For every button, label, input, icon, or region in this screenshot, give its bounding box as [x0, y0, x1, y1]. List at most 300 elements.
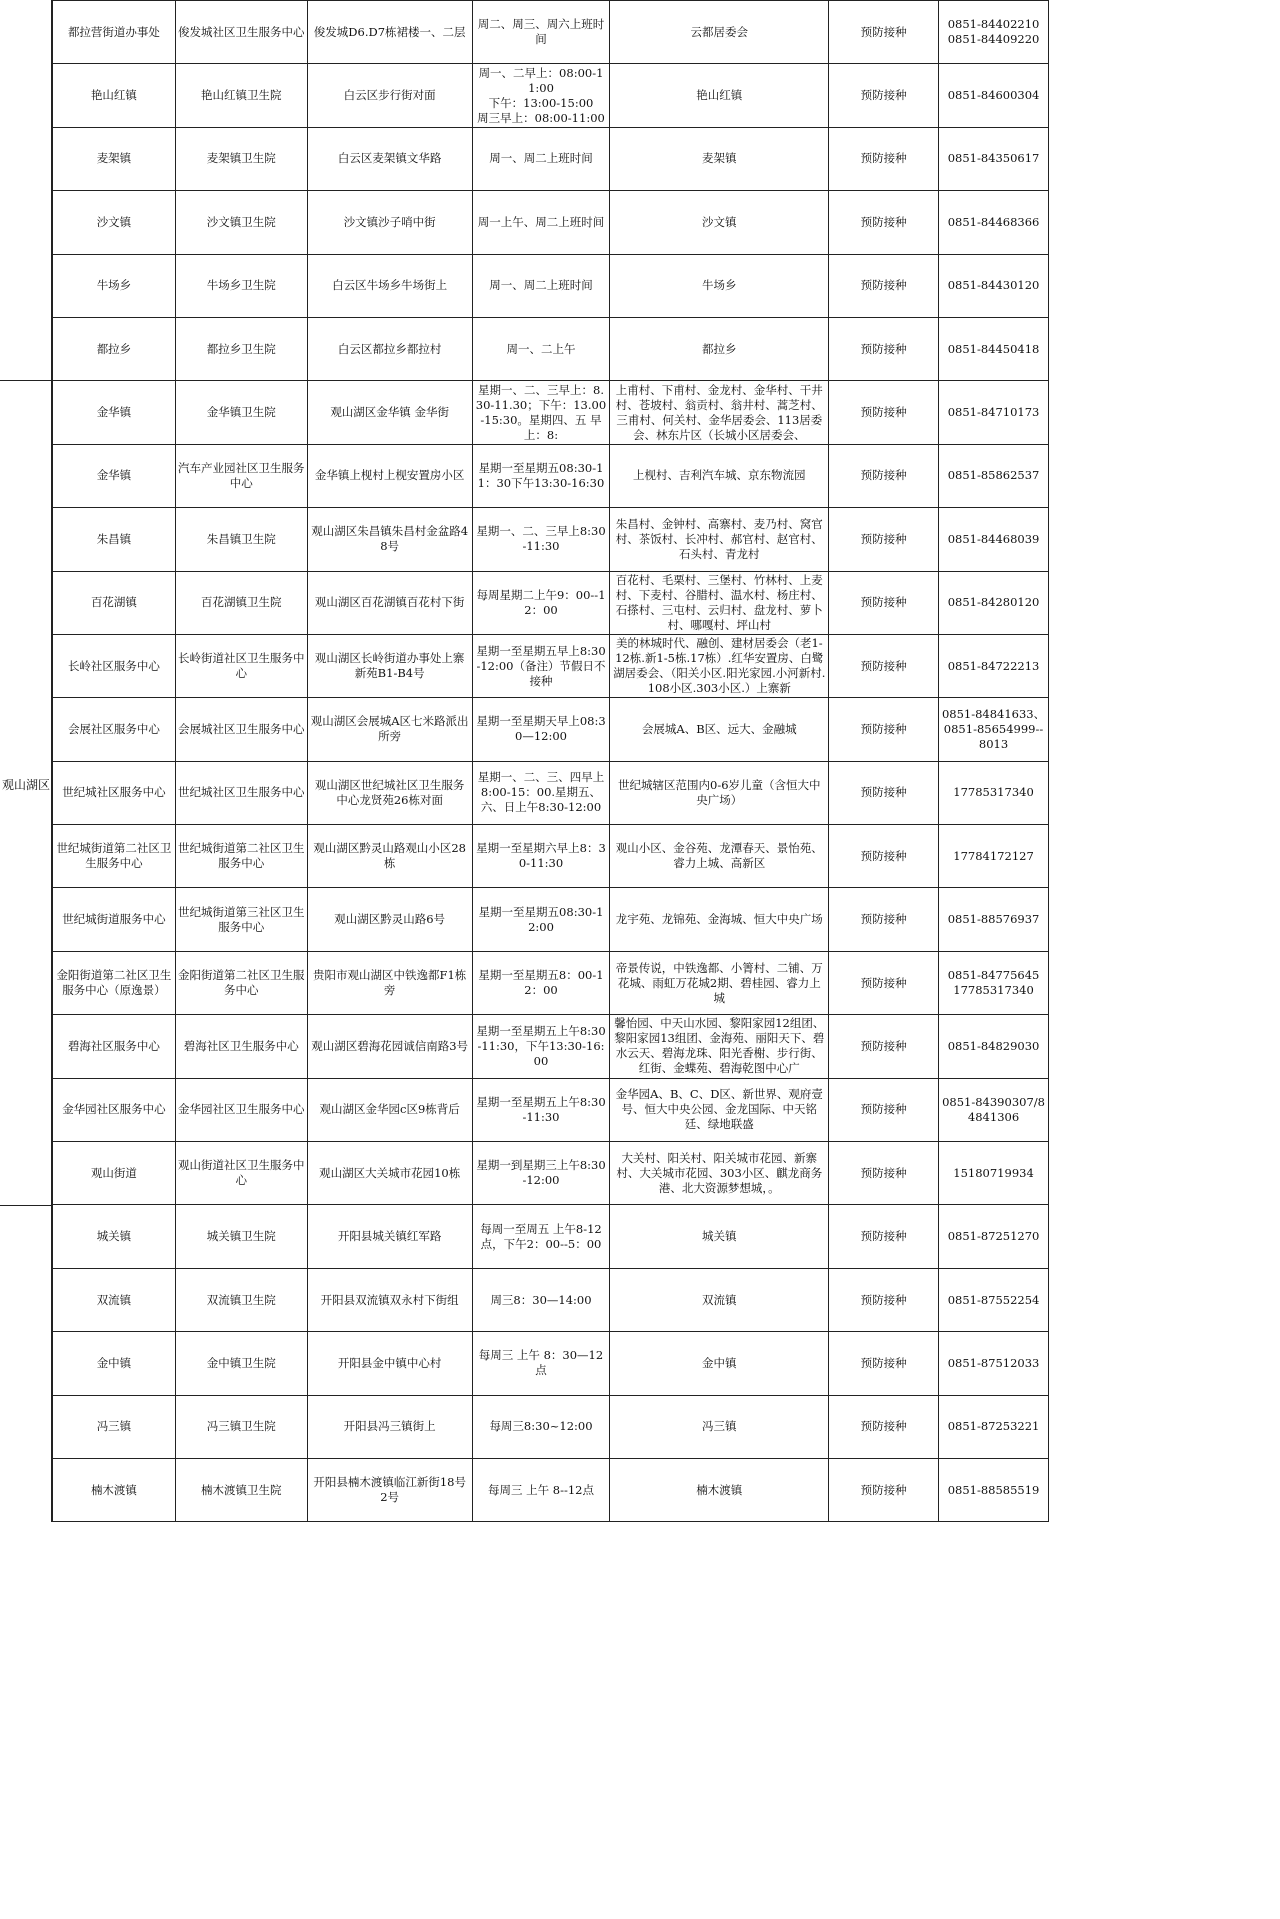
phone-cell: [939, 127, 1049, 190]
service-area-cell: [610, 508, 829, 571]
phone-cell-text: 0851-84841633、0851-85654999--8013: [941, 706, 1046, 751]
street-cell: [53, 1, 176, 64]
street-cell-text: 世纪城社区服务中心: [62, 785, 166, 800]
phone-cell: [939, 64, 1049, 127]
address-cell-text: 白云区牛场乡牛场街上: [332, 278, 448, 293]
service-type-cell-text: 预防接种: [860, 1229, 907, 1244]
hours-cell-text: 周一、周二上班时间: [489, 278, 593, 293]
street-cell: [53, 1015, 176, 1078]
service-type-cell: [829, 1458, 939, 1521]
address-cell: [307, 317, 472, 380]
phone-cell-text: 0851-84350617: [947, 151, 1040, 166]
hours-cell: [472, 1, 610, 64]
street-cell: [53, 254, 176, 317]
address-cell-text: 观山湖区大关城市花园10栋: [319, 1165, 461, 1180]
street-cell-text: 都拉乡: [96, 341, 132, 356]
street-cell: [53, 1205, 176, 1268]
address-cell: [307, 1332, 472, 1395]
site-name-cell: [175, 508, 307, 571]
phone-cell: [939, 951, 1049, 1014]
hours-cell-text: 星期一、二、三早上：8.30-11.30；下午：13.00-15:30。星期四、五 早上：8:: [475, 382, 607, 442]
service-type-cell-text: 预防接种: [860, 721, 907, 736]
site-name-cell-text: 城关镇卫生院: [206, 1229, 276, 1244]
site-name-cell: [175, 571, 307, 634]
service-type-cell-text: 预防接种: [860, 88, 907, 103]
hours-cell-text: 星期一至星期天早上08:30—12:00: [476, 714, 606, 744]
service-type-cell: [829, 1268, 939, 1331]
hours-cell-text: 周一、二早上：08:00-11:00 下午：13:00-15:00 周三早上：08:00-11:00: [477, 65, 605, 125]
hours-cell-text: 星期一到星期三上午8:30-12:00: [476, 1158, 606, 1188]
address-cell: [307, 508, 472, 571]
phone-cell-text: 0851-84468366: [947, 214, 1040, 229]
service-area-cell-text: 朱昌村、金钟村、高寨村、麦乃村、窝官村、茶饭村、长冲村、郝官村、赵官村、石头村、青龙村: [615, 516, 823, 561]
service-type-cell: [829, 825, 939, 888]
service-area-cell-text: 双流镇: [702, 1292, 737, 1307]
street-cell: [53, 1142, 176, 1205]
phone-cell-text: 0851-84280120: [947, 595, 1040, 610]
phone-cell: [939, 444, 1049, 507]
hours-cell: [472, 1395, 610, 1458]
service-type-cell-text: 预防接种: [860, 912, 907, 927]
street-cell: [53, 444, 176, 507]
address-cell-text: 观山湖区世纪城社区卫生服务中心龙贤苑26栋对面: [314, 777, 465, 807]
address-cell: [307, 254, 472, 317]
address-cell-text: 贵阳市观山湖区中铁逸都F1栋旁: [313, 968, 467, 998]
site-name-cell-text: 观山街道社区卫生服务中心: [178, 1158, 305, 1188]
phone-cell-text: 0851-84722213: [947, 658, 1040, 673]
service-type-cell-text: 预防接种: [860, 1482, 907, 1497]
phone-cell: [939, 1015, 1049, 1078]
service-area-cell: [610, 317, 829, 380]
street-cell: [53, 1332, 176, 1395]
service-area-cell: [610, 1395, 829, 1458]
hours-cell-text: 星期一至星期六早上8：30-11:30: [476, 841, 606, 871]
service-area-cell: [610, 634, 829, 697]
service-area-cell-text: 城关镇: [702, 1229, 737, 1244]
table-row: [53, 1458, 1049, 1521]
service-area-cell: [610, 1142, 829, 1205]
service-area-cell-text: 冯三镇: [702, 1419, 737, 1434]
address-cell-text: 白云区麦架镇文华路: [337, 151, 442, 166]
site-name-cell-text: 冯三镇卫生院: [206, 1419, 276, 1434]
street-cell-text: 双流镇: [96, 1292, 132, 1307]
street-cell: [53, 1268, 176, 1331]
hours-cell-text: 周二、周三、周六上班时间: [477, 17, 605, 47]
table-row: [53, 761, 1049, 824]
table-row: [53, 1078, 1049, 1141]
address-cell-text: 金华镇上枧村上枧安置房小区: [314, 468, 465, 483]
phone-cell-text: 0851-84775645 17785317340: [947, 968, 1040, 998]
service-area-cell: [610, 381, 829, 444]
table-row: [53, 634, 1049, 697]
service-type-cell-text: 预防接种: [860, 595, 907, 610]
phone-cell: [939, 254, 1049, 317]
hours-cell-text: 每周三 上午 8：30—12点: [478, 1348, 604, 1378]
service-type-cell-text: 预防接种: [860, 785, 907, 800]
site-name-cell: [175, 1268, 307, 1331]
service-type-cell-text: 预防接种: [860, 24, 907, 39]
site-name-cell: [175, 951, 307, 1014]
site-name-cell: [175, 381, 307, 444]
service-area-cell-text: 大关村、阳关村、阳关城市花园、新寨村、大关城市花园、303小区、麒龙商务港、北大资源梦想城，。: [616, 1150, 823, 1195]
street-cell-text: 都拉营街道办事处: [67, 24, 160, 39]
table-row: [53, 1142, 1049, 1205]
hours-cell: [472, 1268, 610, 1331]
address-cell-text: 观山湖区黔灵山路6号: [334, 912, 446, 927]
service-area-cell: [610, 64, 829, 127]
address-cell-text: 开阳县楠木渡镇临江新街18号2号: [313, 1475, 466, 1505]
service-area-cell-text: 观山小区、金谷苑、龙潭春天、景怡苑、睿力上城、高新区: [615, 841, 823, 871]
site-name-cell-text: 金中镇卫生院: [206, 1355, 276, 1370]
service-type-cell-text: 预防接种: [860, 405, 907, 420]
service-type-cell-text: 预防接种: [860, 1165, 907, 1180]
address-cell-text: 观山湖区百花湖镇百花村下街: [314, 595, 465, 610]
site-name-cell-text: 牛场乡卫生院: [206, 278, 276, 293]
phone-cell: [939, 634, 1049, 697]
phone-cell-text: 0851-84710173: [947, 405, 1040, 420]
table-row: [53, 1015, 1049, 1078]
phone-cell-text: 17785317340: [953, 785, 1034, 800]
phone-cell: [939, 1205, 1049, 1268]
service-type-cell-text: 预防接种: [860, 214, 907, 229]
phone-cell: [939, 761, 1049, 824]
service-area-cell: [610, 1458, 829, 1521]
service-area-cell-text: 会展城A、B区、远大、金融城: [641, 721, 797, 736]
site-name-cell-text: 楠木渡镇卫生院: [201, 1482, 282, 1497]
phone-cell-text: 0851-87512033: [947, 1355, 1040, 1370]
table-row: [53, 1205, 1049, 1268]
address-cell-text: 开阳县金中镇中心村: [337, 1355, 442, 1370]
hours-cell-text: 每周三 上午 8--12点: [487, 1482, 595, 1497]
phone-cell-text: 0851-84402210 0851-84409220: [947, 17, 1040, 47]
site-name-cell: [175, 634, 307, 697]
site-name-cell: [175, 317, 307, 380]
hours-cell-text: 周三8：30—14:00: [490, 1292, 592, 1307]
phone-cell-text: 15180719934: [953, 1165, 1034, 1180]
address-cell: [307, 951, 472, 1014]
service-area-cell: [610, 1205, 829, 1268]
street-cell: [53, 825, 176, 888]
service-area-cell: [610, 191, 829, 254]
service-type-cell: [829, 127, 939, 190]
service-type-cell: [829, 951, 939, 1014]
phone-cell: [939, 1, 1049, 64]
district-cell: [0, 380, 52, 1204]
service-type-cell-text: 预防接种: [860, 658, 907, 673]
service-area-cell-text: 金中镇: [702, 1355, 737, 1370]
service-type-cell: [829, 1078, 939, 1141]
site-name-cell-text: 都拉乡卫生院: [206, 341, 276, 356]
service-area-cell: [610, 127, 829, 190]
address-cell: [307, 634, 472, 697]
street-cell-text: 金华镇: [96, 468, 132, 483]
hours-cell-text: 每周星期二上午9：00--12：00: [476, 587, 606, 617]
phone-cell: [939, 1332, 1049, 1395]
phone-cell-text: 0851-88576937: [947, 912, 1040, 927]
site-name-cell: [175, 1, 307, 64]
service-area-cell-text: 上甫村、下甫村、金龙村、金华村、干井村、苍坡村、翁贡村、翁井村、蒿芝村、三甫村、何关村、金华居委会、113居委会、林东片区（长城小区居委会、: [615, 382, 823, 442]
service-type-cell: [829, 698, 939, 761]
street-cell: [53, 1395, 176, 1458]
street-cell: [53, 508, 176, 571]
site-name-cell-text: 汽车产业园社区卫生服务中心: [178, 460, 305, 490]
address-cell: [307, 825, 472, 888]
phone-cell-text: 0851-84468039: [947, 531, 1040, 546]
street-cell: [53, 951, 176, 1014]
site-name-cell-text: 会展城社区卫生服务中心: [178, 721, 305, 736]
service-area-cell: [610, 571, 829, 634]
service-type-cell: [829, 1, 939, 64]
site-name-cell-text: 麦架镇卫生院: [206, 151, 276, 166]
address-cell: [307, 1015, 472, 1078]
street-cell-text: 麦架镇: [96, 151, 132, 166]
table-row: [53, 254, 1049, 317]
table-row: [53, 1, 1049, 64]
phone-cell: [939, 888, 1049, 951]
site-name-cell-text: 百花湖镇卫生院: [201, 595, 282, 610]
service-type-cell-text: 预防接种: [860, 278, 907, 293]
service-area-cell: [610, 444, 829, 507]
address-cell: [307, 1205, 472, 1268]
service-area-cell-text: 百花村、毛栗村、三堡村、竹林村、上麦村、下麦村、谷腊村、温水村、杨庄村、石搽村、三屯村、云归村、盘龙村、萝卜村、哪嘎村、坪山村: [615, 572, 823, 632]
service-area-cell: [610, 761, 829, 824]
service-area-cell: [610, 825, 829, 888]
address-cell: [307, 1268, 472, 1331]
site-name-cell: [175, 191, 307, 254]
site-name-cell: [175, 761, 307, 824]
street-cell-text: 世纪城街道服务中心: [62, 912, 166, 927]
street-cell: [53, 127, 176, 190]
district-cell: [0, 1205, 52, 1522]
phone-cell: [939, 825, 1049, 888]
service-type-cell-text: 预防接种: [860, 1038, 907, 1053]
service-type-cell-text: 预防接种: [860, 1292, 907, 1307]
table-row: [53, 191, 1049, 254]
hours-cell: [472, 761, 610, 824]
site-name-cell: [175, 1332, 307, 1395]
address-cell-text: 观山湖区碧海花园诚信南路3号: [311, 1038, 469, 1053]
service-type-cell: [829, 1395, 939, 1458]
hours-cell: [472, 381, 610, 444]
hours-cell: [472, 64, 610, 127]
service-area-cell-text: 楠木渡镇: [696, 1482, 743, 1497]
address-cell: [307, 127, 472, 190]
site-name-cell-text: 双流镇卫生院: [206, 1292, 276, 1307]
street-cell: [53, 888, 176, 951]
hours-cell-text: 周一、二上午: [506, 341, 576, 356]
address-cell: [307, 191, 472, 254]
phone-cell: [939, 317, 1049, 380]
phone-cell-text: 0851-87253221: [947, 1419, 1040, 1434]
hours-cell: [472, 1332, 610, 1395]
district-name: 观山湖区: [1, 778, 50, 793]
site-name-cell-text: 世纪城街道第三社区卫生服务中心: [178, 904, 305, 934]
hours-cell-text: 星期一、二、三早上8:30-11:30: [476, 524, 606, 554]
site-name-cell: [175, 825, 307, 888]
district-cell: [0, 0, 52, 380]
service-type-cell: [829, 191, 939, 254]
service-type-cell: [829, 64, 939, 127]
table-row: [53, 127, 1049, 190]
street-cell-text: 金阳街道第二社区卫生服务中心（原逸景）: [56, 968, 172, 998]
service-area-cell-text: 麦架镇: [702, 151, 737, 166]
hours-cell-text: 星期一、二、三、四早上8:00-15：00.星期五、六、日上午8:30-12:00: [477, 770, 605, 815]
phone-cell: [939, 1078, 1049, 1141]
street-cell: [53, 698, 176, 761]
street-cell-text: 世纪城街道第二社区卫生服务中心: [56, 841, 172, 871]
street-cell: [53, 761, 176, 824]
site-name-cell-text: 俊发城社区卫生服务中心: [178, 24, 305, 39]
service-area-cell: [610, 254, 829, 317]
site-name-cell: [175, 888, 307, 951]
address-cell: [307, 1395, 472, 1458]
service-type-cell: [829, 571, 939, 634]
table-row: [53, 698, 1049, 761]
phone-cell-text: 0851-84390307/84841306: [942, 1094, 1045, 1124]
service-area-cell-text: 上枧村、吉利汽车城、京东物流园: [633, 468, 806, 483]
site-name-cell-text: 朱昌镇卫生院: [206, 531, 276, 546]
table-row: [53, 825, 1049, 888]
address-cell-text: 开阳县双流镇双永村下街组: [320, 1292, 459, 1307]
address-cell-text: 观山湖区金华园c区9栋背后: [319, 1102, 460, 1117]
hours-cell: [472, 951, 610, 1014]
phone-cell: [939, 1395, 1049, 1458]
address-cell-text: 观山湖区会展城A区七米路派出所旁: [310, 714, 469, 744]
street-cell-text: 金华园社区服务中心: [62, 1102, 166, 1117]
service-type-cell-text: 预防接种: [860, 531, 907, 546]
site-name-cell-text: 世纪城街道第二社区卫生服务中心: [178, 841, 305, 871]
street-cell: [53, 381, 176, 444]
address-cell: [307, 64, 472, 127]
service-type-cell-text: 预防接种: [860, 848, 907, 863]
service-area-cell-text: 金华园A、B、C、D区、新世界、观府壹号、恒大中央公园、金龙国际、中天铭廷、绿地联盛: [615, 1087, 823, 1132]
service-type-cell-text: 预防接种: [860, 341, 907, 356]
street-cell-text: 朱昌镇: [96, 531, 132, 546]
service-type-cell-text: 预防接种: [860, 1355, 907, 1370]
site-name-cell: [175, 698, 307, 761]
service-type-cell: [829, 508, 939, 571]
service-type-cell: [829, 254, 939, 317]
address-cell: [307, 571, 472, 634]
service-type-cell: [829, 444, 939, 507]
table-row: [53, 1395, 1049, 1458]
address-cell: [307, 698, 472, 761]
table-row: [53, 64, 1049, 127]
service-type-cell: [829, 634, 939, 697]
hours-cell: [472, 191, 610, 254]
hours-cell-text: 周一、周二上班时间: [489, 151, 593, 166]
service-area-cell-text: 都拉乡: [702, 341, 737, 356]
service-area-cell-text: 帝景传说，中铁逸都、小箐村、二铺、万花城、雨虹万花城2期、碧桂园、睿力上城: [615, 960, 823, 1005]
hours-cell-text: 每周一至周五 上午8-12点，下午2：00--5：00: [480, 1221, 602, 1251]
site-name-cell: [175, 1205, 307, 1268]
table-row: [53, 1268, 1049, 1331]
hours-cell: [472, 1458, 610, 1521]
phone-cell-text: 17784172127: [953, 848, 1034, 863]
service-area-cell-text: 世纪城辖区范围内0-6岁儿童（含恒大中央广场）: [618, 777, 821, 807]
service-area-cell-text: 馨怡园、中天山水园、黎阳家园12组团、黎阳家园13组团、金海苑、丽阳天下、碧水云天、碧海龙珠、阳光香榭、步行街、红街、金蝶苑、碧海乾图中心广: [614, 1016, 825, 1076]
hours-cell: [472, 254, 610, 317]
service-area-cell-text: 美的林城时代、融创、建材居委会（老1-12栋.新1-5栋.17栋）.红华安置房、白鹭湖居委会、（阳关小区.阳光家园.小河新村.108小区.303小区.）上寨新: [613, 636, 826, 696]
street-cell-text: 会展社区服务中心: [67, 721, 160, 736]
hours-cell: [472, 571, 610, 634]
service-area-cell: [610, 951, 829, 1014]
hours-cell-text: 星期一至星期五上午8:30-11:30: [476, 1094, 606, 1124]
site-name-cell: [175, 64, 307, 127]
address-cell: [307, 888, 472, 951]
service-type-cell: [829, 888, 939, 951]
site-name-cell: [175, 1078, 307, 1141]
hours-cell-text: 星期一至星期五上午8:30-11:30，下午13:30-16:00: [476, 1023, 606, 1068]
street-cell: [53, 191, 176, 254]
street-cell-text: 艳山红镇: [90, 88, 137, 103]
street-cell-text: 观山街道: [90, 1165, 137, 1180]
service-area-cell: [610, 888, 829, 951]
address-cell-text: 开阳县冯三镇街上: [343, 1419, 436, 1434]
phone-cell: [939, 1142, 1049, 1205]
site-name-cell: [175, 1395, 307, 1458]
site-name-cell-text: 金华镇卫生院: [206, 405, 276, 420]
address-cell-text: 观山湖区黔灵山路观山小区28栋: [313, 841, 466, 871]
hours-cell: [472, 444, 610, 507]
service-type-cell-text: 预防接种: [860, 1419, 907, 1434]
hours-cell: [472, 634, 610, 697]
site-name-cell-text: 碧海社区卫生服务中心: [183, 1038, 299, 1053]
service-type-cell: [829, 1205, 939, 1268]
service-area-cell: [610, 698, 829, 761]
street-cell: [53, 317, 176, 380]
street-cell: [53, 1078, 176, 1141]
address-cell-text: 观山湖区金华镇 金华街: [330, 405, 449, 420]
service-area-cell-text: 艳山红镇: [696, 88, 743, 103]
site-name-cell-text: 世纪城社区卫生服务中心: [178, 785, 305, 800]
site-name-cell-text: 沙文镇卫生院: [206, 214, 276, 229]
phone-cell: [939, 1458, 1049, 1521]
hours-cell: [472, 825, 610, 888]
address-cell: [307, 1078, 472, 1141]
address-cell-text: 观山湖区长岭街道办事处上寨新苑B1-B4号: [314, 651, 465, 681]
site-name-cell: [175, 254, 307, 317]
street-cell: [53, 1458, 176, 1521]
address-cell: [307, 1, 472, 64]
hours-cell-text: 星期一至星期五08:30-12:00: [478, 904, 604, 934]
phone-cell: [939, 191, 1049, 254]
hours-cell: [472, 317, 610, 380]
phone-cell: [939, 1268, 1049, 1331]
service-area-cell: [610, 1268, 829, 1331]
hours-cell: [472, 508, 610, 571]
service-area-cell-text: 牛场乡: [702, 278, 737, 293]
hours-cell-text: 星期一至星期五早上8:30-12:00（备注）节假日不接种: [476, 643, 606, 688]
address-cell: [307, 761, 472, 824]
hours-cell-text: 每周三8:30~12:00: [489, 1419, 593, 1434]
table-row: [53, 571, 1049, 634]
hours-cell: [472, 1142, 610, 1205]
hours-cell-text: 周一上午、周二上班时间: [477, 214, 605, 229]
site-name-cell-text: 金华园社区卫生服务中心: [178, 1102, 305, 1117]
address-cell: [307, 444, 472, 507]
address-cell-text: 俊发城D6.D7栋裙楼一、二层: [313, 24, 466, 39]
site-name-cell: [175, 1142, 307, 1205]
street-cell-text: 金华镇: [96, 405, 132, 420]
phone-cell-text: 0851-87552254: [947, 1292, 1040, 1307]
service-area-cell-text: 龙宇苑、龙锦苑、金海城、恒大中央广场: [615, 912, 823, 927]
site-name-cell: [175, 444, 307, 507]
phone-cell-text: 0851-84450418: [947, 341, 1040, 356]
hours-cell: [472, 127, 610, 190]
service-type-cell: [829, 1015, 939, 1078]
address-cell-text: 白云区步行街对面: [343, 88, 436, 103]
